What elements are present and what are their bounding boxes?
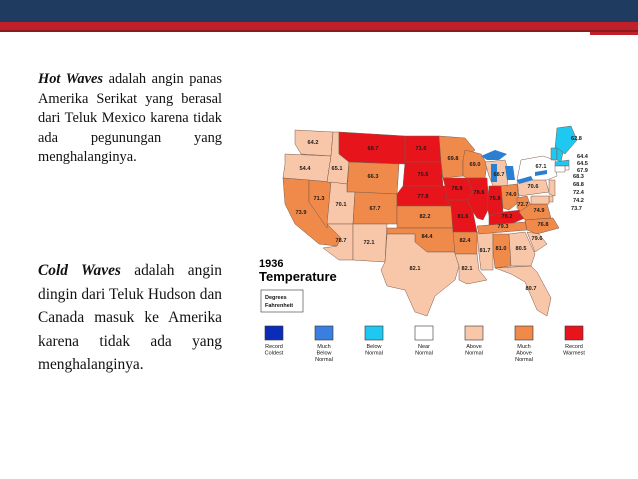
- state-value-ne: 77.8: [417, 194, 429, 200]
- state-value-co: 67.7: [369, 206, 381, 212]
- state-value-or: 54.4: [299, 166, 311, 172]
- legend-label-much-below: Below: [316, 350, 332, 357]
- legend-label-below: Below: [366, 344, 382, 350]
- state-value-wi: 69.0: [469, 162, 481, 168]
- state-ct: [555, 166, 565, 172]
- state-value-ks: 82.2: [419, 214, 431, 220]
- state-value-ma: 67.9: [577, 168, 588, 174]
- top-banner-accent: [0, 22, 638, 30]
- state-value-az: 78.7: [335, 238, 347, 244]
- legend-label-near: Normal: [415, 350, 433, 357]
- legend-swatch-record-coldest: [265, 326, 283, 340]
- state-value-pa: 70.6: [527, 184, 539, 190]
- lake-superior: [481, 150, 507, 160]
- cold-waves-body: adalah angin dingin dari Teluk Hudson dan Canada masuk ke Amerika karena tidak ada yang menghalanginya.: [38, 262, 222, 373]
- state-value-ms: 81.7: [479, 248, 491, 254]
- map-year: 1936: [259, 258, 284, 270]
- state-value-sd: 75.6: [417, 172, 429, 178]
- top-banner: [0, 0, 638, 22]
- cold-waves-term: Cold Waves: [38, 262, 121, 279]
- state-value-vt: 64.4: [577, 154, 588, 160]
- state-value-al: 81.0: [495, 246, 507, 252]
- top-banner-line: [0, 30, 638, 32]
- legend-label-above: Normal: [465, 350, 483, 357]
- legend-label-much-below: Normal: [315, 357, 333, 363]
- state-value-mo: 81.6: [457, 214, 469, 220]
- hot-waves-body: adalah angin panas Amerika Serikat yang berasal dari Teluk Mexico karena tidak ada pegunungan yang menghalanginya.: [38, 71, 222, 165]
- state-value-ga: 80.5: [515, 246, 527, 252]
- state-value-in: 75.9: [489, 196, 501, 202]
- state-value-de: 74.2: [573, 198, 584, 204]
- legend-label-much-above: Normal: [515, 357, 533, 363]
- state-value-wy: 66.3: [367, 174, 379, 180]
- state-value-me: 62.8: [571, 136, 582, 142]
- top-banner-right-accent: [590, 32, 638, 35]
- legend-label-much-above: Above: [516, 350, 532, 357]
- legend-label-below: Normal: [365, 350, 383, 357]
- state-value-ut: 70.1: [335, 202, 347, 208]
- state-value-tn: 79.3: [497, 224, 509, 230]
- state-ma: [555, 160, 569, 166]
- legend-label-record-warmest: Warmest: [563, 350, 585, 357]
- state-value-la: 82.1: [461, 266, 473, 272]
- state-value-nh: 64.5: [577, 161, 588, 167]
- state-nj: [549, 180, 555, 196]
- state-de: [549, 196, 553, 202]
- state-value-nm: 72.1: [363, 240, 375, 246]
- state-value-mn: 69.8: [447, 156, 459, 162]
- cold-waves-paragraph: [38, 259, 222, 377]
- legend-label-near: Near: [418, 344, 430, 350]
- state-value-nd: 71.6: [415, 146, 427, 152]
- state-md: [531, 196, 549, 204]
- state-value-nc: 76.8: [537, 222, 549, 228]
- hot-waves-term: Hot Waves: [38, 71, 103, 87]
- state-value-wa: 64.2: [307, 140, 319, 146]
- map-title: Temperature: [259, 269, 337, 284]
- state-ri: [565, 166, 569, 170]
- legend-swatch-below: [365, 326, 383, 340]
- state-value-va: 74.9: [533, 208, 545, 214]
- state-value-mi: 68.7: [493, 172, 505, 178]
- state-value-ri: 68.3: [573, 174, 584, 180]
- legend-label-much-above: Much: [517, 344, 531, 350]
- legend-label-record-coldest: Record: [265, 344, 283, 350]
- us-temperature-map: [255, 120, 615, 380]
- state-value-mt: 68.7: [367, 146, 379, 152]
- state-value-ok: 84.4: [421, 234, 433, 240]
- state-value-ia: 78.9: [451, 186, 463, 192]
- state-value-md: 73.7: [571, 206, 582, 212]
- state-value-ct: 68.8: [573, 182, 584, 188]
- state-fl: [495, 266, 551, 316]
- state-value-sc: 79.6: [531, 236, 543, 242]
- unit-line-1: Degrees: [265, 295, 287, 301]
- legend-swatch-near: [415, 326, 433, 340]
- state-value-ca: 73.9: [295, 210, 307, 216]
- state-value-nj: 72.4: [573, 190, 584, 196]
- state-value-wv: 72.7: [517, 202, 529, 208]
- legend-label-much-below: Much: [317, 344, 331, 350]
- unit-line-2: Fahrenheit: [265, 303, 294, 309]
- map-legend: [265, 326, 586, 363]
- state-value-fl: 80.7: [525, 286, 537, 292]
- state-value-oh: 74.0: [505, 192, 517, 198]
- legend-swatch-much-below: [315, 326, 333, 340]
- state-value-nv: 71.3: [313, 196, 325, 202]
- legend-label-above: Above: [466, 344, 482, 350]
- legend-label-record-warmest: Record: [565, 344, 583, 350]
- legend-swatch-much-above: [515, 326, 533, 340]
- legend-label-record-coldest: Coldest: [264, 350, 284, 357]
- state-value-il: 78.6: [473, 190, 485, 196]
- state-vt: [551, 148, 557, 160]
- hot-waves-paragraph: [38, 70, 222, 168]
- legend-swatch-record-warmest: [565, 326, 583, 340]
- state-value-tx: 82.1: [409, 266, 421, 272]
- state-value-ny: 67.1: [535, 164, 547, 170]
- legend-swatch-above: [465, 326, 483, 340]
- state-value-ky: 78.2: [501, 214, 513, 220]
- state-value-ar: 82.4: [459, 238, 471, 244]
- state-value-id: 65.1: [331, 166, 343, 172]
